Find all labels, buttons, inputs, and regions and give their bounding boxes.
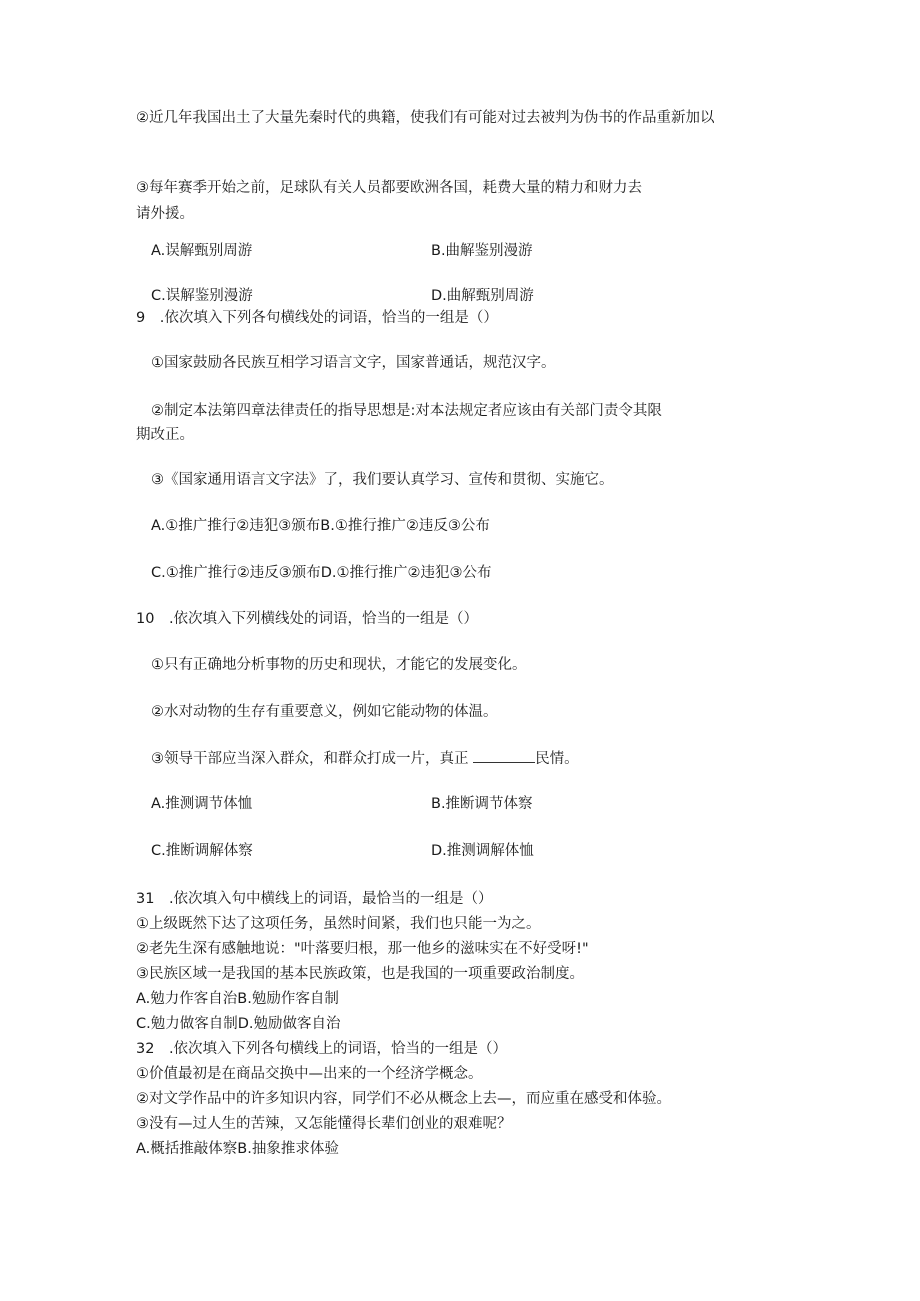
q31-sentence-1: ①上级既然下达了这项任务，虽然时间紧，我们也只能一为之。: [136, 916, 541, 932]
q8-option-b: B.曲解鉴别漫游: [431, 243, 533, 259]
q31-options-cd: C.勉力做客自制D.勉励做客自治: [136, 1016, 341, 1032]
q9-title: 9 .依次填入下列各句横线处的词语，恰当的一组是（）: [136, 310, 498, 326]
q10-sentence-1: ①只有正确地分析事物的历史和现状，才能它的发展变化。: [151, 657, 527, 673]
q9-options-ab: A.①推广推行②违犯③颁布B.①推行推广②违反③公布: [151, 518, 490, 534]
q8-sentence-3: ③每年赛季开始之前，足球队有关人员都要欧洲各国，耗费大量的精力和财力去: [136, 180, 642, 196]
q10-option-d: D.推测调解体恤: [431, 843, 534, 859]
q9-sentence-2: ②制定本法第四章法律责任的指导思想是:对本法规定者应该由有关部门责令其限: [151, 403, 662, 419]
q8-option-a: A.误解甄别周游: [151, 243, 253, 259]
q10-sentence-3: [151, 748, 579, 769]
q9-options-cd: C.①推广推行②违反③颁布D.①推行推广②违犯③公布: [151, 565, 492, 581]
answer-blank: [473, 748, 535, 763]
q9-sentence-3: ③《国家通用语言文字法》了，我们要认真学习、宣传和贯彻、实施它。: [151, 472, 614, 488]
q8-option-c: C.误解鉴别漫游: [151, 288, 253, 304]
q9-sentence-1: ①国家鼓励各民族互相学习语言文字，国家普通话，规范汉字。: [151, 355, 556, 371]
q8-option-d: D.曲解甄别周游: [431, 288, 534, 304]
q10-title: 10 .依次填入下列横线处的词语，恰当的一组是（）: [136, 611, 479, 627]
q10-sentence-3-end: 民情。: [535, 751, 579, 767]
q32-sentence-3: ③没有—过人生的苦辣，又怎能懂得长辈们创业的艰难呢？: [136, 1116, 512, 1132]
q32-sentence-1: ①价值最初是在商品交换中—出来的一个经济学概念。: [136, 1066, 483, 1082]
q10-option-b: B.推断调节体察: [431, 796, 533, 812]
q32-options-ab: A.概括推敲体察B.抽象推求体验: [136, 1141, 339, 1157]
q31-options-ab: A.勉力作客自治B.勉励作客自制: [136, 991, 339, 1007]
q31-sentence-3: ③民族区域一是我国的基本民族政策，也是我国的一项重要政治制度。: [136, 966, 584, 982]
q10-sentence-2: ②水对动物的生存有重要意义，例如它能动物的体温。: [151, 704, 498, 720]
q31-title: 31 .依次填入句中横线上的词语，最恰当的一组是（）: [136, 891, 493, 907]
q31-sentence-2: ②老先生深有感触地说："叶落要归根，那一他乡的滋味实在不好受呀!": [136, 941, 589, 957]
q8-sentence-3-cont: 请外援。: [136, 206, 194, 222]
q32-sentence-2: ②对文学作品中的许多知识内容，同学们不必从概念上去—，而应重在感受和体验。: [136, 1091, 671, 1107]
q10-sentence-3-text: ③领导干部应当深入群众，和群众打成一片，真正: [151, 751, 469, 767]
q8-sentence-2: ②近几年我国出土了大量先秦时代的典籍，使我们有可能对过去被判为伪书的作品重新加以: [136, 110, 715, 126]
q9-sentence-2-cont: 期改正。: [136, 427, 194, 443]
q10-option-c: C.推断调解体察: [151, 843, 253, 859]
q10-option-a: A.推测调节体恤: [151, 796, 253, 812]
q32-title: 32 .依次填入下列各句横线上的词语，恰当的一组是（）: [136, 1041, 508, 1057]
